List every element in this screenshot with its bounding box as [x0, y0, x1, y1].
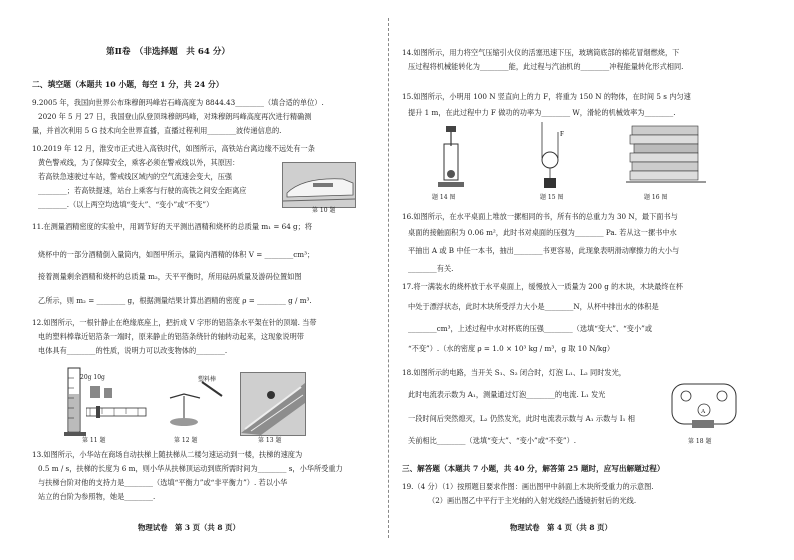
q16-line2: 桌面的接触面积为 0.06 m²，此时书对桌面的压强为________ Pa. 若从这一摞书中水 — [408, 228, 677, 237]
fig14-caption: 题 14 图 — [432, 194, 456, 201]
fig12-caption: 第 12 题 — [174, 437, 198, 444]
needle-foil-icon — [150, 372, 230, 432]
fig13-caption: 第 13 题 — [258, 437, 282, 444]
q11-line2: 烧杯中的一部分酒精倒入量筒内，如图甲所示，量筒内酒精的体积 V = ________cm³； — [38, 250, 315, 259]
fig11-scale-label: 20g 10g — [80, 374, 105, 381]
q11-line3: 接着测量剩余酒精和烧杯的总质量 m₂，天平平衡时，所用砝码质量及游码位置如图 — [38, 272, 302, 281]
q11-line4: 乙所示，则 m₂ = ________ g，根据测量结果计算出酒精的密度 ρ = ________ g / m³. — [38, 296, 312, 305]
q17-line2: 中处于漂浮状态，此时木块所受浮力大小是________N，从杯中排出水的体积是 — [408, 302, 659, 311]
q9-line2: 2020 年 5 月 27 日，我国登山队登顶珠穆朗玛峰，对珠穆朗玛峰高度再次进行精确测 — [38, 112, 312, 121]
q16-line1: 16.如图所示，在水平桌面上堆放一摞相同的书，所有书的总重力为 30 N，最下面书与 — [402, 212, 678, 221]
escalator-icon — [241, 373, 305, 435]
left-footer: 物理试卷 第 3 页（共 8 页） — [138, 523, 240, 532]
train-icon — [283, 163, 355, 207]
q18-line3: 一段时间后突然熄灭，L₂ 仍然发光，此时电流表示数与 A₁ 示数与 I₁ 相 — [408, 414, 635, 423]
q17-line3: ________cm³，上述过程中水对杯底的压强________（选填“变大”、“变小”或 — [408, 324, 653, 333]
fig15-caption: 题 15 图 — [540, 194, 564, 201]
svg-text:A: A — [701, 409, 706, 415]
q19-line1: 19.（4 分）（1）按照题目要求作图：画出图甲中斜面上木块所受重力的示意图. — [402, 482, 654, 491]
q14-line2: 压过程将机械能转化为________能，此过程与汽油机的________冲程能量转化形式相同. — [408, 62, 684, 71]
q11-line1: 11.在测量酒精密度的实验中，用调节好的天平测出酒精和烧杯的总质量 m₁ = 64 g；将 — [32, 222, 313, 231]
q9-line3: 量，并首次利用 5 G 技术向全世界直播，直播过程利用________波传递信息的. — [32, 126, 282, 135]
q10-line3: 若高铁急速驶过车站，警戒线区域内的空气流速会变大，压强 — [38, 172, 233, 181]
q10-line2: 黄色警戒线，为了保障安全，乘客必须在警戒线以外，其原因： — [38, 158, 240, 167]
fig12-rod-label: 塑料棒 — [198, 376, 217, 383]
q12-line1: 12.如图所示，一根针静止在绝缘底座上，把折成 V 字形的铝箔条水平架在针的顶端. 当带 — [32, 318, 317, 327]
fig15-pulley — [532, 122, 572, 192]
fig18-circuit — [666, 374, 746, 436]
q13-line3: 与扶梯台阶对他的支持力是________（选填“平衡力”或“非平衡力”）. 若以小华 — [38, 478, 288, 487]
q17-line1: 17.将一满装水的烧杯放于水平桌面上，缓慢放入一质量为 200 g 的木块，木块最终在杯 — [402, 282, 683, 291]
circuit-icon — [666, 374, 746, 436]
fig16-books — [626, 122, 706, 188]
svg-text:F: F — [560, 130, 564, 138]
q13-line1: 13.如图所示，小华站在商场自动扶梯上随扶梯从二楼匀速运动到一楼，扶梯的速度为 — [32, 450, 303, 459]
q12-line3: 电体具有________的性质，说明力可以改变物体的________. — [38, 346, 228, 355]
right-footer: 物理试卷 第 4 页（共 8 页） — [510, 523, 612, 532]
q16-line3: 平抽出 A 或 B 中任一本书，抽出________书更容易，此现象表明滑动摩擦力的大小与 — [408, 246, 680, 255]
q18-line2: 此时电流表示数为 A₁，测量通过灯泡________的电流. L₁ 发光 — [408, 390, 606, 399]
q15-line1: 15.如图所示，小明用 100 N 竖直向上的力 F，将重为 150 N 的物体，在时间 5 s 内匀速 — [402, 92, 691, 101]
q10-line5: ________.（以上两空均选填“变大”、“变小”或“不变”） — [38, 200, 214, 209]
q18-line4: 关前相比________（选填“变大”、“变小”或“不变”）. — [408, 436, 577, 445]
q10-line1: 10.2019 年 12 月，淮安市正式进入高铁时代，如图所示，高铁站台离边缘不远处有一条 — [32, 144, 315, 153]
q16-line4: ________有关. — [408, 264, 454, 273]
fig11-caption: 第 11 题 — [82, 437, 106, 444]
q9-line1: 9.2005 年，我国向世界公布珠穆朗玛峰岩石峰高度为 8844.43________（填合适的单位）. — [32, 98, 324, 107]
q12-line2: 电的塑料棒靠近铝箔条一端时，原来静止的铝箔条绕针的轴转动起来，这现象说明带 — [38, 332, 304, 341]
q10-line4: ________；若高铁提速，站台上乘客与行驶的高铁之间安全距离应 — [38, 186, 247, 195]
fig16-caption: 题 16 图 — [644, 194, 668, 201]
section-fill-blank: 二、填空题（本题共 10 小题，每空 1 分，共 24 分） — [32, 80, 224, 89]
fig13-escalator-photo — [240, 372, 306, 436]
weights-icon — [86, 384, 148, 434]
q18-line1: 18.如图所示的电路，当开关 S₁、S₂ 闭合时，灯泡 L₁、L₂ 同时发光， — [402, 368, 626, 377]
pulley-icon — [532, 122, 572, 192]
q13-line2: 0.5 m / s，扶梯的长度为 6 m，则小华从扶梯顶运动到底所需时间为________ s，小华所受重力 — [38, 464, 343, 473]
q19-line2: （2）画出图乙中平行于主光轴的入射光线经凸透镜折射后的光线. — [428, 496, 637, 505]
q15-line2: 提升 1 m，在此过程中力 F 做功的功率为________ W，滑轮的机械效率为________. — [408, 108, 676, 117]
fig10-caption: 第 10 题 — [312, 207, 336, 214]
left-page — [0, 0, 386, 560]
right-page — [392, 0, 794, 560]
book-stack-icon — [626, 122, 706, 188]
section-answer: 三、解答题（本题共 7 小题，共 40 分，解答第 25 题时，应写出解题过程） — [402, 464, 665, 473]
fire-syringe-icon — [428, 124, 474, 190]
page-divider — [388, 18, 389, 538]
part-title: 第Ⅱ卷 （非选择题 共 64 分） — [106, 47, 231, 57]
q14-line1: 14.如图所示，用力将空气压缩引火仪的活塞迅速下压，玻璃筒底部的棉花冒烟燃烧，下 — [402, 48, 680, 57]
fig10-train-photo — [282, 162, 356, 208]
fig14-syringe — [428, 124, 474, 190]
fig11-balance — [86, 384, 148, 434]
fig18-caption: 第 18 题 — [688, 438, 712, 445]
q17-line4: “不变”）.（水的密度 ρ = 1.0 × 10³ kg / m³，g 取 10 N/kg） — [408, 344, 615, 353]
q13-line4: 站立的台阶为参照物，她是________. — [38, 492, 156, 501]
fig12-needle — [150, 372, 230, 432]
